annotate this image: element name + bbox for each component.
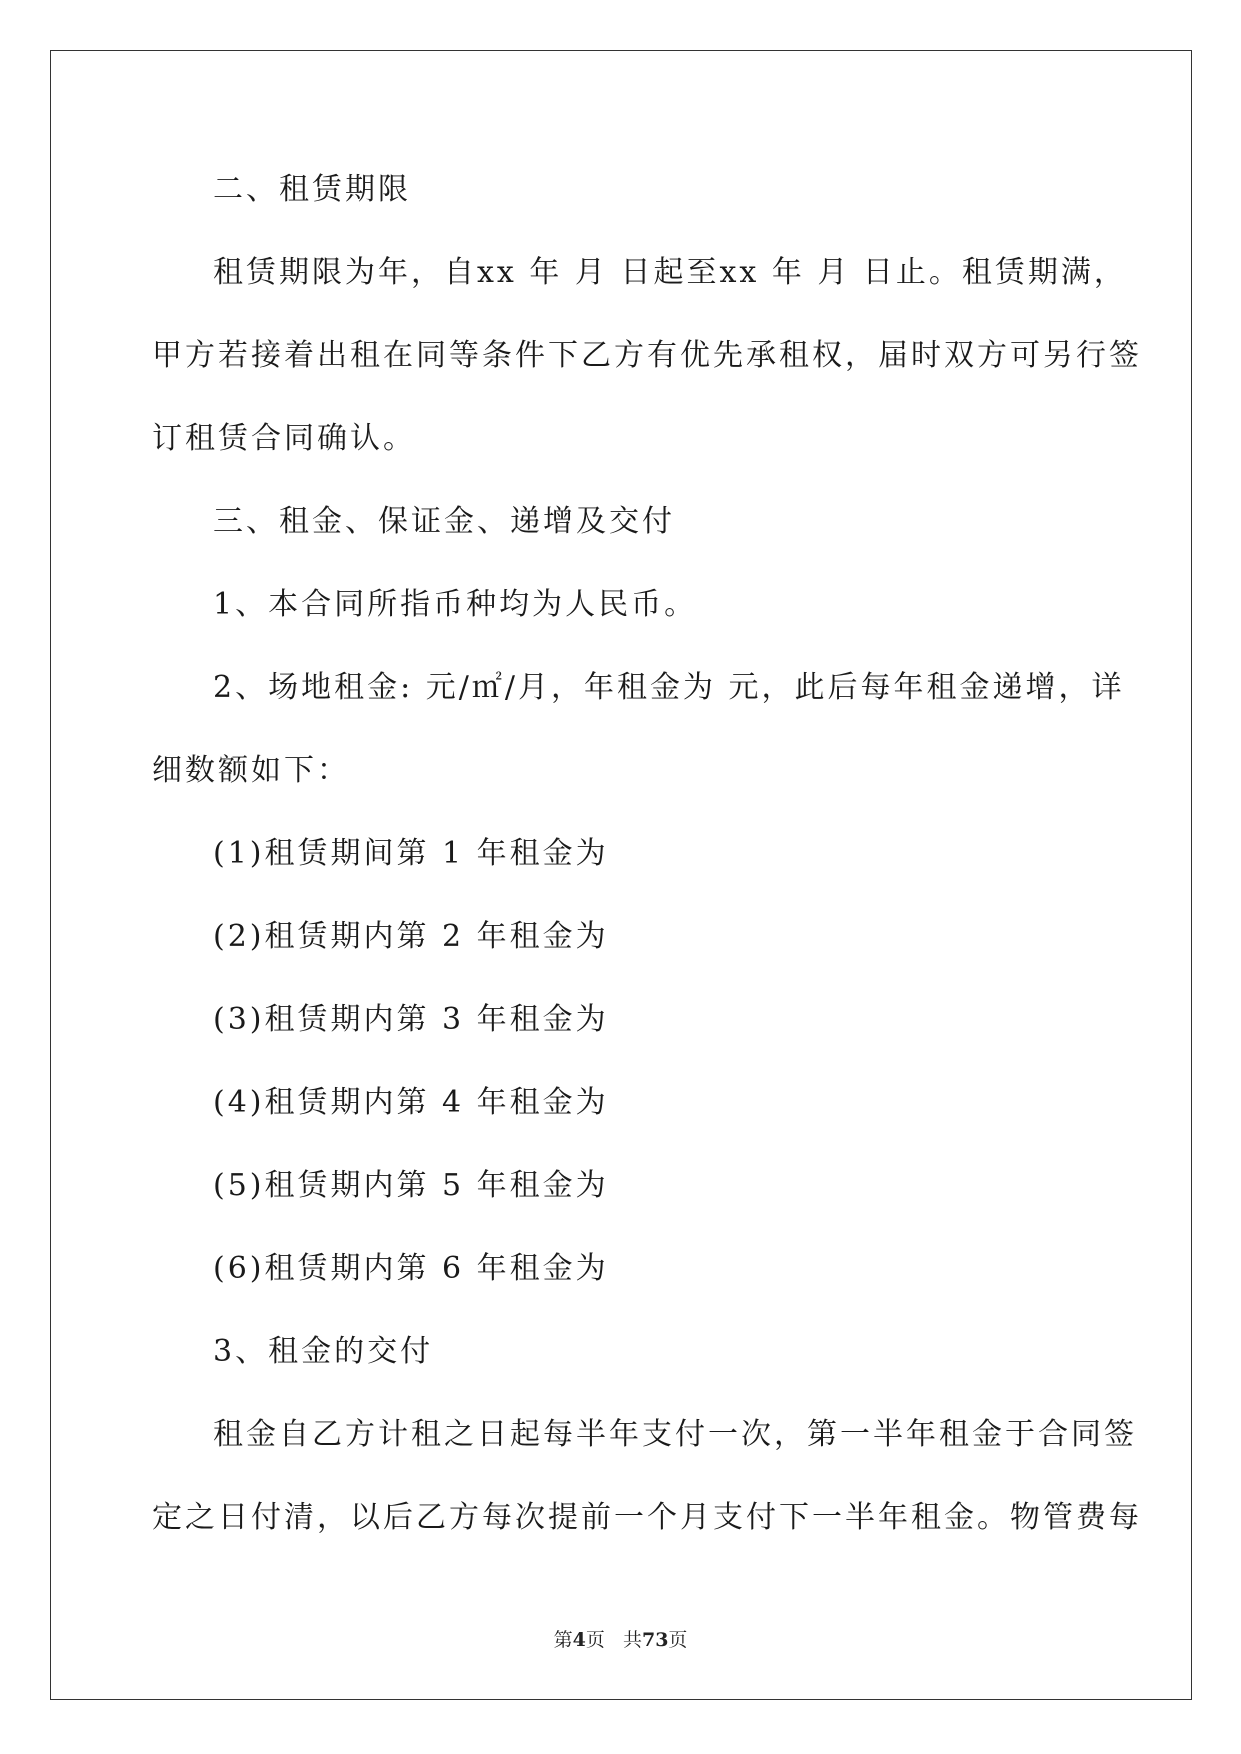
paragraph-line: 3、租金的交付 <box>213 1334 434 1369</box>
list-item: (3)租赁期内第 3 年租金为 <box>213 1002 609 1037</box>
total-prefix: 共 <box>622 1629 642 1651</box>
page-footer <box>0 1628 1241 1652</box>
page-prefix: 第 <box>553 1629 573 1651</box>
list-item: (1)租赁期间第 1 年租金为 <box>213 836 609 871</box>
paragraph-line: 细数额如下： <box>152 753 350 788</box>
total-suffix: 页 <box>668 1629 688 1651</box>
total-pages: 73 <box>641 1629 669 1651</box>
section-heading-rent: 三、租金、保证金、递增及交付 <box>213 504 675 539</box>
paragraph-line: 2、场地租金: 元/㎡/月，年租金为 元，此后每年租金递增，详 <box>213 670 1125 705</box>
section-heading-lease-term: 二、租赁期限 <box>213 172 411 207</box>
paragraph-line: 租赁期限为年，自xx 年 月 日起至xx 年 月 日止。租赁期满， <box>213 255 1127 290</box>
list-item: (6)租赁期内第 6 年租金为 <box>213 1251 609 1286</box>
page-number: 4 <box>572 1629 586 1651</box>
list-item: (5)租赁期内第 5 年租金为 <box>213 1168 609 1203</box>
page-suffix: 页 <box>585 1629 605 1651</box>
paragraph-line: 甲方若接着出租在同等条件下乙方有优先承租权，届时双方可另行签 <box>152 338 1142 373</box>
paragraph-line: 租金自乙方计租之日起每半年支付一次，第一半年租金于合同签 <box>213 1417 1137 1452</box>
list-item: (2)租赁期内第 2 年租金为 <box>213 919 609 954</box>
paragraph-line: 订租赁合同确认。 <box>152 421 416 456</box>
paragraph-line: 定之日付清，以后乙方每次提前一个月支付下一半年租金。物管费每 <box>152 1500 1142 1535</box>
list-item: (4)租赁期内第 4 年租金为 <box>213 1085 609 1120</box>
paragraph-line: 1、本合同所指币种均为人民币。 <box>213 587 698 622</box>
